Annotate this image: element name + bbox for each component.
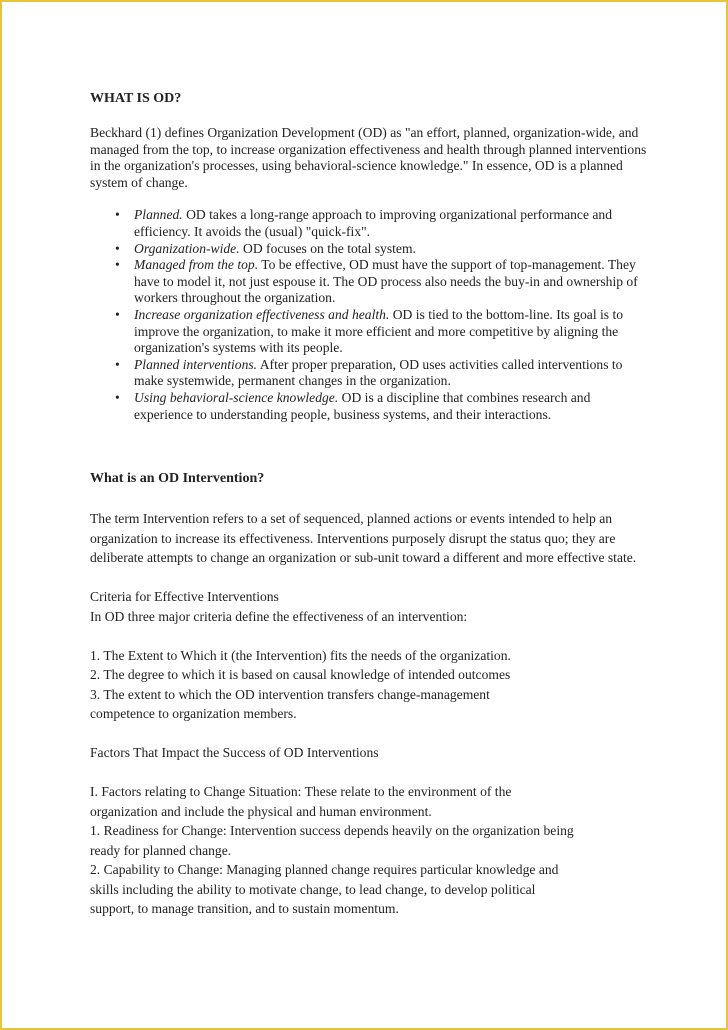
heading-what-is-od: WHAT IS OD? [90, 91, 182, 106]
bullet-term: Using behavioral-science knowledge. [134, 389, 339, 405]
factors-intro: I. Factors relating to Change Situation: These relate to the environment of the organization and include the physical and human environment. [90, 784, 512, 819]
od-characteristics-list [90, 207, 650, 423]
factors-section [90, 782, 580, 919]
bullet-text: OD is tied to the bottom-line. Its goal is to improve the organization, to make it more efficient and more competitive by aligning the organization's systems with its people. [134, 306, 624, 356]
criteria-section [90, 587, 650, 626]
intro-paragraph: Beckhard (1) defines Organization Development (OD) as "an effort, planned, organization-wide, and managed from the top, to increase organization effectiveness and health through planned interventions in the organization's processes, using behavioral-science knowledge." In essence, OD is a planned system of change. [90, 125, 647, 190]
bullet-icon: • [115, 389, 120, 405]
factors-title: Factors That Impact the Success of OD Interventions [90, 745, 379, 761]
list-item [90, 307, 650, 357]
criteria-intro: In OD three major criteria define the effectiveness of an intervention: [90, 608, 468, 624]
criteria-list [90, 646, 650, 724]
bullet-term: Planned. [134, 207, 183, 223]
list-item: 1. Readiness for Change: Intervention success depends heavily on the organization being ready for planned change. [90, 823, 574, 858]
bullet-term: Organization-wide. [134, 240, 240, 256]
criteria-title: Criteria for Effective Interventions [90, 589, 279, 605]
list-item [90, 257, 650, 307]
list-item: 2. The degree to which it is based on causal knowledge of intended outcomes [90, 667, 511, 683]
bullet-icon: • [115, 240, 120, 256]
list-item [90, 241, 650, 258]
list-item: 1. The Extent to Which it (the Intervention) fits the needs of the organization. [90, 647, 511, 663]
list-item [90, 357, 650, 390]
bullet-icon: • [115, 257, 120, 273]
bullet-term: Planned interventions. [134, 356, 258, 372]
bullet-text: OD takes a long-range approach to improving organizational performance and efficiency. It avoids the (usual) "quick-fix". [134, 207, 613, 239]
list-item: 2. Capability to Change: Managing planned change requires particular knowledge and skills including the ability to motivate change, to lead change, to develop political support, to manage transition, and to sustain momentum. [90, 862, 559, 917]
intervention-paragraph: The term Intervention refers to a set of sequenced, planned actions or events intended to help an organization to increase its effectiveness. Interventions purposely disrupt the status quo; they are deliberate attempts to change an organization or sub-unit toward a different and more effective state. [90, 511, 637, 566]
bullet-icon: • [115, 356, 120, 372]
bullet-text: After proper preparation, OD uses activities called interventions to make systemwide, permanent changes in the organization. [134, 356, 623, 389]
list-item [90, 207, 650, 240]
bullet-term: Increase organization effectiveness and health. [134, 306, 390, 322]
bullet-icon: • [115, 306, 120, 322]
list-item: 3. The extent to which the OD intervention transfers change-management competence to organization members. [90, 686, 490, 722]
bullet-text: OD is a discipline that combines research and experience to understanding people, business systems, and their interactions. [134, 389, 591, 422]
bullet-text: To be effective, OD must have the support of top-management. They have to model it, not just espouse it. The OD process also needs the buy-in and ownership of workers throughout the organization. [134, 257, 638, 306]
list-item [90, 390, 650, 423]
bullet-term: Managed from the top. [134, 257, 259, 273]
heading-what-is-intervention: What is an OD Intervention? [90, 471, 265, 487]
bullet-icon: • [115, 207, 120, 223]
document-page [90, 90, 650, 919]
bullet-text: OD focuses on the total system. [239, 240, 416, 256]
